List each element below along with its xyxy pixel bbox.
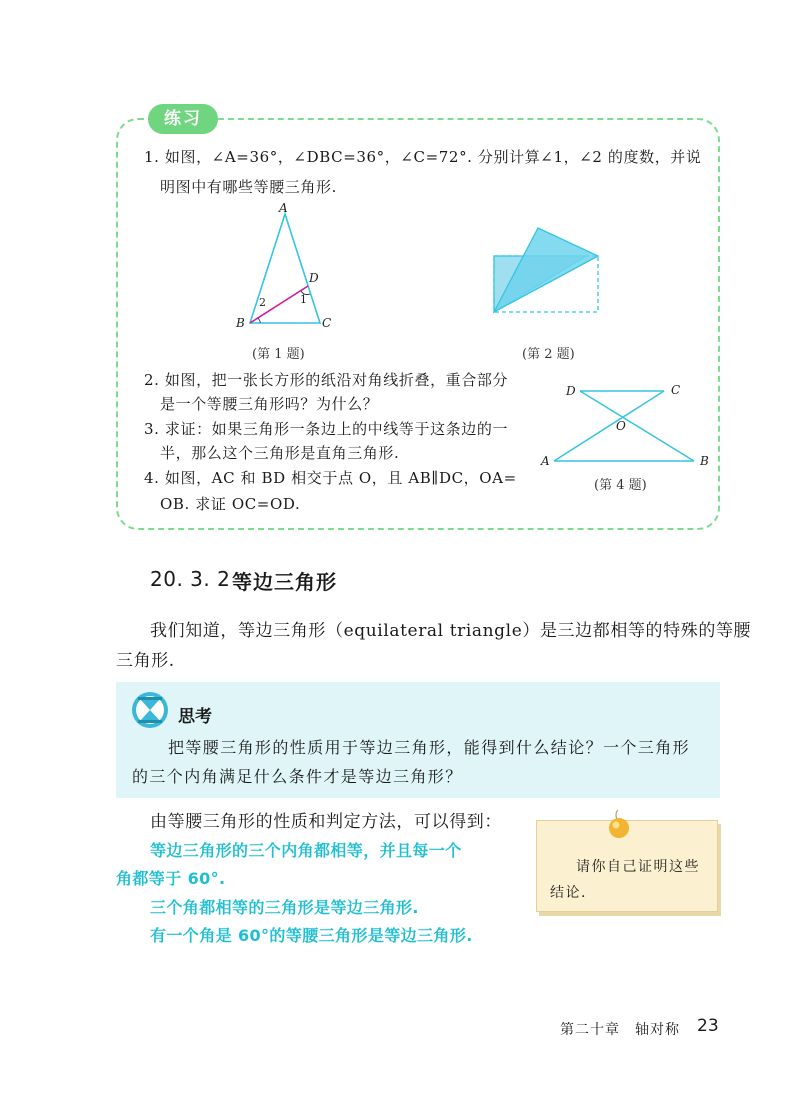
note-line2: 结论.	[550, 885, 587, 901]
label-b: B	[236, 316, 245, 330]
property-2: 三个角都相等的三角形是等边三角形.	[150, 898, 419, 917]
pushpin-icon	[604, 808, 634, 842]
derive-text: 由等腰三角形的性质和判定方法，可以得到：	[150, 812, 502, 832]
q4-line1: 4. 如图，AC 和 BD 相交于点 O，且 AB∥DC，OA=	[144, 469, 517, 487]
label-b-4: B	[700, 454, 709, 468]
q3-line1: 3. 求证：如果三角形一条边上的中线等于这条边的一	[144, 420, 509, 438]
segment-ca	[554, 391, 664, 461]
label-a: A	[279, 201, 288, 215]
label-o-4: O	[616, 419, 626, 433]
note-line1: 请你自己证明这些	[576, 859, 700, 875]
figure-4-caption: (第 4 题)	[594, 478, 647, 493]
figure-2-folded-paper	[488, 222, 608, 318]
think-line1: 把等腰三角形的性质用于等边三角形，能得到什么结论？一个三角形	[168, 738, 691, 757]
property-3: 有一个角是 60°的等腰三角形是等边三角形.	[150, 926, 473, 945]
think-title: 思考	[178, 707, 212, 727]
figure-2-caption: (第 2 题)	[522, 347, 575, 362]
label-d: D	[309, 271, 319, 285]
section-number: 20. 3. 2	[150, 567, 231, 591]
figure-1-caption: (第 1 题)	[252, 347, 305, 362]
hourglass-compass-icon	[130, 690, 170, 730]
footer-chapter: 第二十章 轴对称	[560, 1022, 680, 1038]
intro-line2: 三角形.	[116, 651, 175, 671]
q4-line2: OB. 求证 OC=OD.	[160, 495, 301, 513]
q1-line1: 1. 如图，∠A=36°，∠DBC=36°，∠C=72°. 分别计算∠1，∠2 的度数，并说	[144, 148, 702, 166]
segment-db	[580, 391, 694, 461]
label-c-4: C	[671, 383, 681, 397]
exercise-tag: 练习	[148, 104, 218, 134]
figure-1-triangle	[228, 200, 348, 335]
q2-line2: 是一个等腰三角形吗？为什么？	[160, 395, 379, 413]
label-c: C	[322, 316, 332, 330]
figure-4-crossed-triangles	[534, 378, 714, 470]
label-d-4: D	[566, 384, 576, 398]
page-number: 23	[697, 1016, 719, 1036]
section-title: 等边三角形	[232, 570, 337, 594]
think-line2: 的三个内角满足什么条件才是等边三角形？	[132, 767, 463, 786]
label-angle-1: 1	[300, 293, 307, 306]
label-a-4: A	[541, 454, 550, 468]
property-1-line2: 角都等于 60°.	[116, 869, 226, 888]
q3-line2: 半，那么这个三角形是直角三角形.	[160, 444, 400, 462]
q2-line1: 2. 如图，把一张长方形的纸沿对角线折叠，重合部分	[144, 371, 509, 389]
intro-line1: 我们知道，等边三角形（equilateral triangle）是三边都相等的特殊的等腰	[150, 621, 752, 641]
q1-line2: 明图中有哪些等腰三角形.	[160, 178, 337, 196]
label-angle-2: 2	[259, 296, 266, 309]
property-1-line1: 等边三角形的三个内角都相等，并且每一个	[150, 841, 462, 860]
